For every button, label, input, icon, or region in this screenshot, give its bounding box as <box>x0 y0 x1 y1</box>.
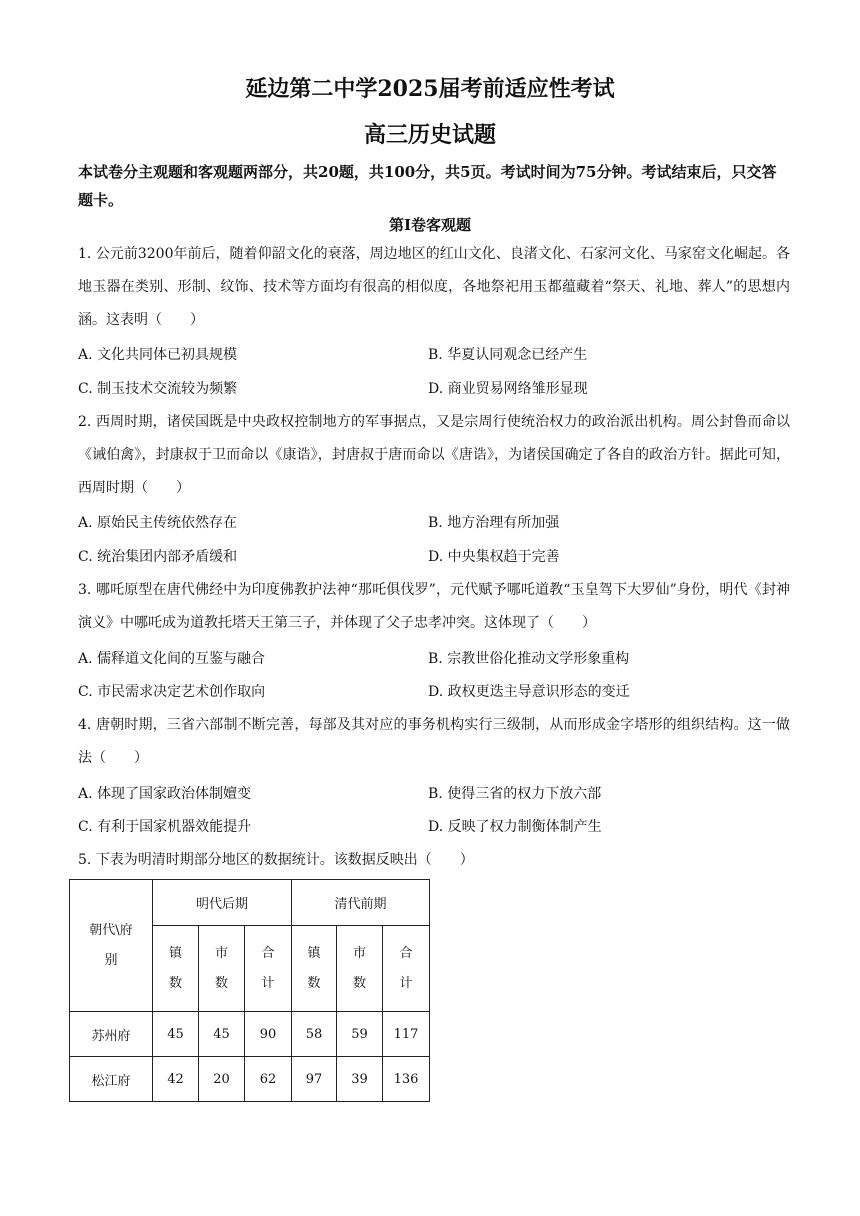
question-2-stem: 2. 西周时期，诸侯国既是中央政权控制地方的军事据点，又是宗周行使统治权力的政治派出机构。周公封鲁而命以《诫伯禽》，封康叔于卫而命以《康诰》，封唐叔于唐而命以《唐诰》，为诸侯国确定了各自的政治方针。据此可知，西周时期（ ） <box>78 414 790 496</box>
question-2-option-b: B. 地方治理有所加强 <box>428 515 560 531</box>
question-1-stem: 1. 公元前3200年前后，随着仰韶文化的衰落，周边地区的红山文化、良渚文化、石家河文化、马家窑文化崛起。各地玉器在类别、形制、纹饰、技术等方面均有很高的相似度，各地祭祀用玉都蕴藏着“祭天、礼地、葬人”的思想内涵。这表明（ ） <box>78 246 790 328</box>
table-corner-label: 朝代\府别 <box>89 922 133 968</box>
question-3-option-c: C. 市民需求决定艺术创作取向 <box>78 684 266 700</box>
table-cell: 45 <box>153 1012 199 1057</box>
table-subhead-label: 镇数 <box>307 945 321 991</box>
table-cell: 42 <box>153 1057 199 1102</box>
question-3-option-a: A. 儒释道文化间的互鉴与融合 <box>78 651 266 667</box>
table-subhead-label: 市数 <box>214 945 228 991</box>
table-cell: 59 <box>337 1012 383 1057</box>
table-cell: 136 <box>383 1057 430 1102</box>
question-1-option-b: B. 华夏认同观念已经产生 <box>428 347 588 363</box>
table-cell: 58 <box>292 1012 337 1057</box>
table-cell: 39 <box>337 1057 383 1102</box>
table-cell: 97 <box>292 1057 337 1102</box>
question-4-option-d: D. 反映了权力制衡体制产生 <box>428 819 602 835</box>
question-1-option-a: A. 文化共同体已初具规模 <box>78 347 238 363</box>
table-row-label: 苏州府 <box>70 1012 153 1057</box>
table-cell: 117 <box>383 1012 430 1057</box>
table-row <box>70 1057 430 1102</box>
table-subhead-label: 合计 <box>399 945 413 991</box>
table-cell: 90 <box>245 1012 292 1057</box>
question-4-option-a: A. 体现了国家政治体制嬗变 <box>78 786 252 802</box>
exam-instructions: 本试卷分主观题和客观题两部分，共20题，共100分，共5页。考试时间为75分钟。考试结束后，只交答题卡。 <box>78 163 777 209</box>
question-1-option-d: D. 商业贸易网络雏形显现 <box>428 381 588 397</box>
table-cell: 20 <box>199 1057 245 1102</box>
table-subhead <box>292 926 337 1012</box>
table-subhead <box>245 926 292 1012</box>
question-3-option-b: B. 宗教世俗化推动文学形象重构 <box>428 651 630 667</box>
table-subhead <box>199 926 245 1012</box>
table-cell: 45 <box>199 1012 245 1057</box>
exam-title: 延边第二中学2025届考前适应性考试 <box>245 76 615 102</box>
table-subhead-label: 镇数 <box>168 945 182 991</box>
table-subhead-label: 合计 <box>261 945 275 991</box>
question-3-option-d: D. 政权更迭主导意识形态的变迁 <box>428 684 630 700</box>
table-subhead <box>383 926 430 1012</box>
table-subhead <box>153 926 199 1012</box>
table-cell: 62 <box>245 1057 292 1102</box>
table-row <box>70 1012 430 1057</box>
question-4-option-c: C. 有利于国家机器效能提升 <box>78 819 252 835</box>
table-period-ming: 明代后期 <box>153 880 292 926</box>
question-3-stem: 3. 哪吒原型在唐代佛经中为印度佛教护法神“那吒俱伐罗”，元代赋予哪吒道教“玉皇驾下大罗仙”身份，明代《封神演义》中哪吒成为道教托塔天王第三子，并体现了父子忠孝冲突。这体现了（ ） <box>78 582 790 631</box>
market-town-table <box>69 879 430 1102</box>
question-1-option-c: C. 制玉技术交流较为频繁 <box>78 381 238 397</box>
exam-subtitle: 高三历史试题 <box>363 122 496 148</box>
question-5-stem: 5. 下表为明清时期部分地区的数据统计。该数据反映出（ ） <box>78 852 474 868</box>
table-row-label: 松江府 <box>70 1057 153 1102</box>
question-4-option-b: B. 使得三省的权力下放六部 <box>428 786 602 802</box>
table-corner-header <box>70 880 153 1012</box>
table-subhead-label: 市数 <box>352 945 366 991</box>
table-subhead <box>337 926 383 1012</box>
question-2-option-c: C. 统治集团内部矛盾缓和 <box>78 549 238 565</box>
question-2-option-d: D. 中央集权趋于完善 <box>428 549 560 565</box>
question-2-option-a: A. 原始民主传统依然存在 <box>78 515 238 531</box>
question-4-stem: 4. 唐朝时期，三省六部制不断完善，每部及其对应的事务机构实行三级制，从而形成金字塔形的组织结构。这一做法（ ） <box>78 717 790 766</box>
table-period-qing: 清代前期 <box>292 880 430 926</box>
section-heading: 第Ⅰ卷客观题 <box>388 216 472 234</box>
